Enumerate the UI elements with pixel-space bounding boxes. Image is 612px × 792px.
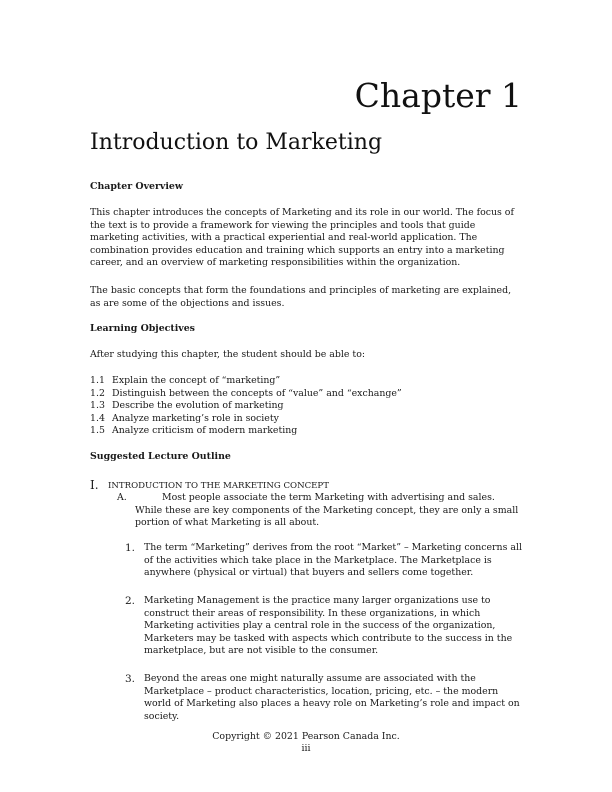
objective-text: Explain the concept of “marketing” bbox=[112, 375, 281, 386]
objective-item bbox=[90, 375, 522, 388]
learning-objectives-heading: Learning Objectives bbox=[90, 323, 195, 334]
overview-paragraph-2: The basic concepts that form the foundations and principles of marketing are explained, as are some of the objections and issues. bbox=[90, 285, 512, 309]
objective-number: 1.2 bbox=[90, 387, 105, 399]
objective-text: Analyze marketing’s role in society bbox=[112, 412, 279, 424]
objective-item bbox=[90, 400, 522, 413]
section-marker: I. bbox=[90, 478, 99, 492]
objective-number: 1.3 bbox=[90, 400, 105, 411]
objective-number: 1.4 bbox=[90, 412, 105, 424]
outline-numbered-item bbox=[125, 595, 525, 658]
outline-item-a bbox=[117, 492, 522, 530]
outline-section-i bbox=[90, 479, 329, 493]
objective-number: 1.5 bbox=[90, 425, 105, 436]
numbered-item-marker: 3. bbox=[125, 673, 136, 685]
lecture-outline-heading: Suggested Lecture Outline bbox=[90, 451, 231, 462]
objective-text: Describe the evolution of marketing bbox=[112, 400, 284, 411]
page-number: iii bbox=[301, 743, 311, 754]
objectives-intro: After studying this chapter, the student should be able to: bbox=[90, 349, 365, 360]
copyright-notice: Copyright © 2021 Pearson Canada Inc. bbox=[212, 731, 400, 742]
objective-text: Distinguish between the concepts of “value” and “exchange” bbox=[112, 387, 402, 399]
section-title: INTRODUCTION TO THE MARKETING CONCEPT bbox=[108, 481, 329, 491]
outline-numbered-item bbox=[125, 673, 525, 723]
item-a-text: Most people associate the term Marketing with advertising and sales. While these are key components of the Marketing concept, they are only a small portion of what Marketing is all about. bbox=[135, 492, 519, 528]
numbered-item-text: Marketing Management is the practice many larger organizations use to construct their areas of responsibility. In these organizations, in which Marketing activities play a central role in the success of the organization, Marketers may be tasked with aspects which contribute to the success in the marketplace, but are not visible to the consumer. bbox=[144, 595, 513, 657]
objective-item bbox=[90, 388, 522, 401]
numbered-item-marker: 1. bbox=[125, 542, 136, 554]
numbered-item-text: Beyond the areas one might naturally assume are associated with the Marketplace – product characteristics, location, pricing, etc. – the modern world of Marketing also places a heavy role on Marketing’s role and impact on society. bbox=[144, 673, 520, 722]
objective-text: Analyze criticism of modern marketing bbox=[112, 425, 298, 436]
numbered-item-marker: 2. bbox=[125, 595, 136, 607]
objective-item bbox=[90, 425, 522, 438]
chapter-title: Introduction to Marketing bbox=[90, 130, 383, 155]
item-a-marker: A. bbox=[117, 492, 127, 503]
overview-paragraph-1: This chapter introduces the concepts of Marketing and its role in our world. The focus of the text is to provide a framework for viewing the principles and tools that guide marketing activities, with a practical experiential and real-world application. The combination provides education and training which supports an entry into a marketing career, and an overview of marketing responsibilities within the organization. bbox=[90, 207, 514, 268]
numbered-item-text: The term “Marketing” derives from the root “Market” – Marketing concerns all of the activities which take place in the Marketplace. The Marketplace is anywhere (physical or virtual) that buyers and sellers come together. bbox=[144, 542, 522, 579]
chapter-number: Chapter 1 bbox=[354, 76, 522, 115]
objective-item bbox=[90, 413, 522, 426]
outline-numbered-item bbox=[125, 542, 525, 580]
objectives-list bbox=[90, 375, 522, 438]
objective-number: 1.1 bbox=[90, 375, 105, 386]
chapter-overview-heading: Chapter Overview bbox=[90, 181, 183, 192]
